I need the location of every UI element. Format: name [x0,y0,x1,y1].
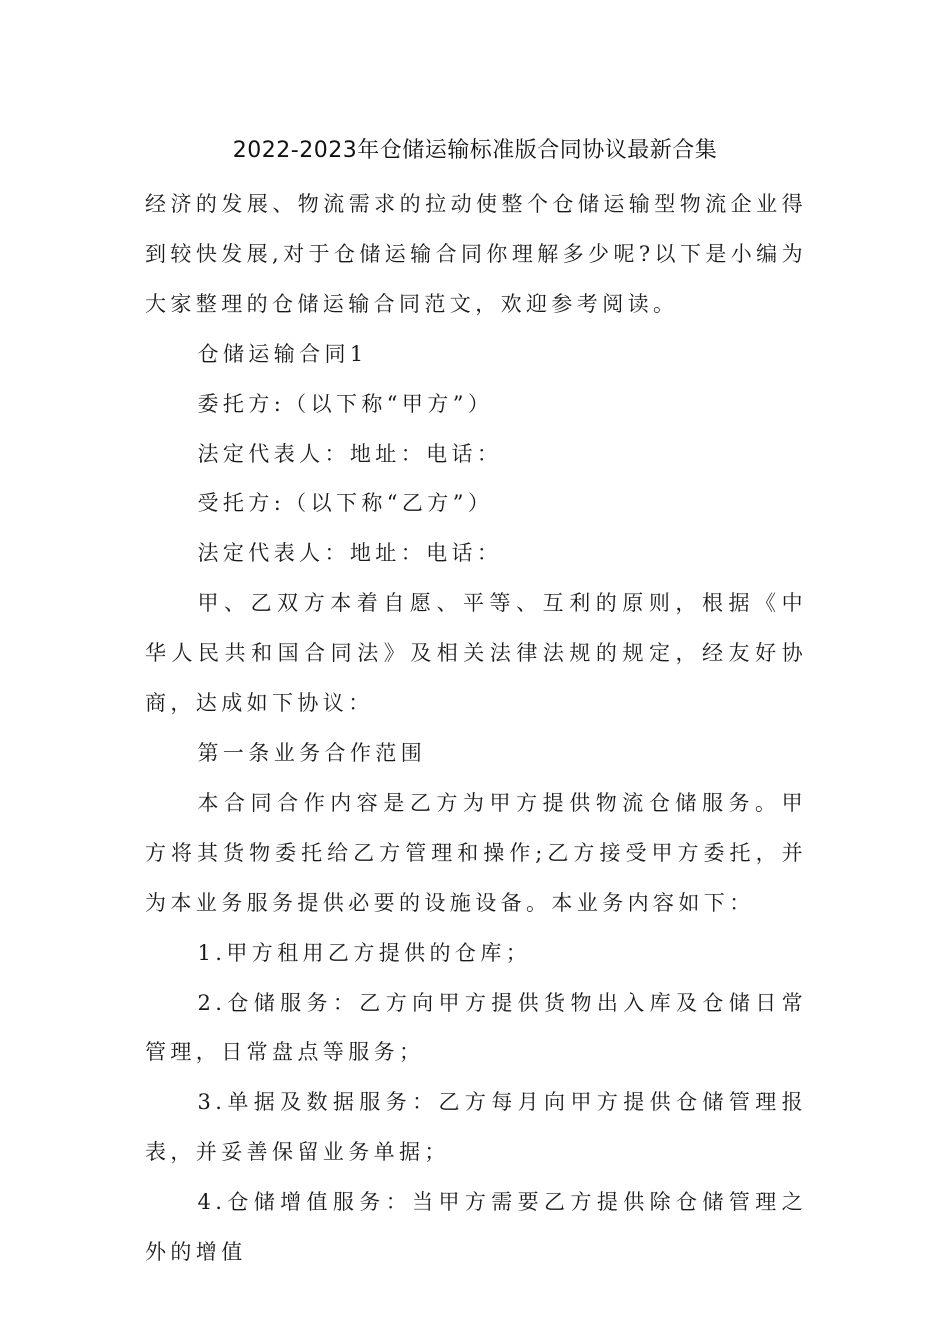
list-item: 1.甲方租用乙方提供的仓库； [197,940,532,965]
intro-paragraph: 经济的发展、物流需求的拉动使整个仓储运输型物流企业得到较快发展,对于仓储运输合同你理解多少呢?以下是小编为大家整理的仓储运输合同范文，欢迎参考阅读。 [145,192,807,316]
list-item: 4.仓储增值服务：当甲方需要乙方提供除仓储管理之外的增值 [145,1190,807,1265]
list-item: 2.仓储服务：乙方向甲方提供货物出入库及仓储日常管理，日常盘点等服务； [145,990,807,1065]
document-title: 2022-2023年仓储运输标准版合同协议最新合集 [232,138,718,163]
agreement-preamble: 甲、乙双方本着自愿、平等、互利的原则，根据《中华人民共和国合同法》及相关法律法规的规定，经友好协商，达成如下协议： [145,591,807,716]
contract-heading: 仓储运输合同1 [197,341,368,366]
document-body [145,180,807,1278]
contractor-party-line: 受托方:（以下称“乙方”） [197,491,494,516]
contractor-representative-line: 法定代表人：地址：电话： [197,541,503,566]
client-party-line: 委托方:（以下称“甲方”） [197,391,494,416]
article-one-heading: 第一条业务合作范围 [197,740,427,765]
client-representative-line: 法定代表人：地址：电话： [197,441,503,466]
article-one-body: 本合同合作内容是乙方为甲方提供物流仓储服务。甲方将其货物委托给乙方管理和操作;乙方接受甲方委托，并为本业务服务提供必要的设施设备。本业务内容如下： [145,790,807,915]
list-item: 3.单据及数据服务：乙方每月向甲方提供仓储管理报表，并妥善保留业务单据； [145,1090,807,1165]
